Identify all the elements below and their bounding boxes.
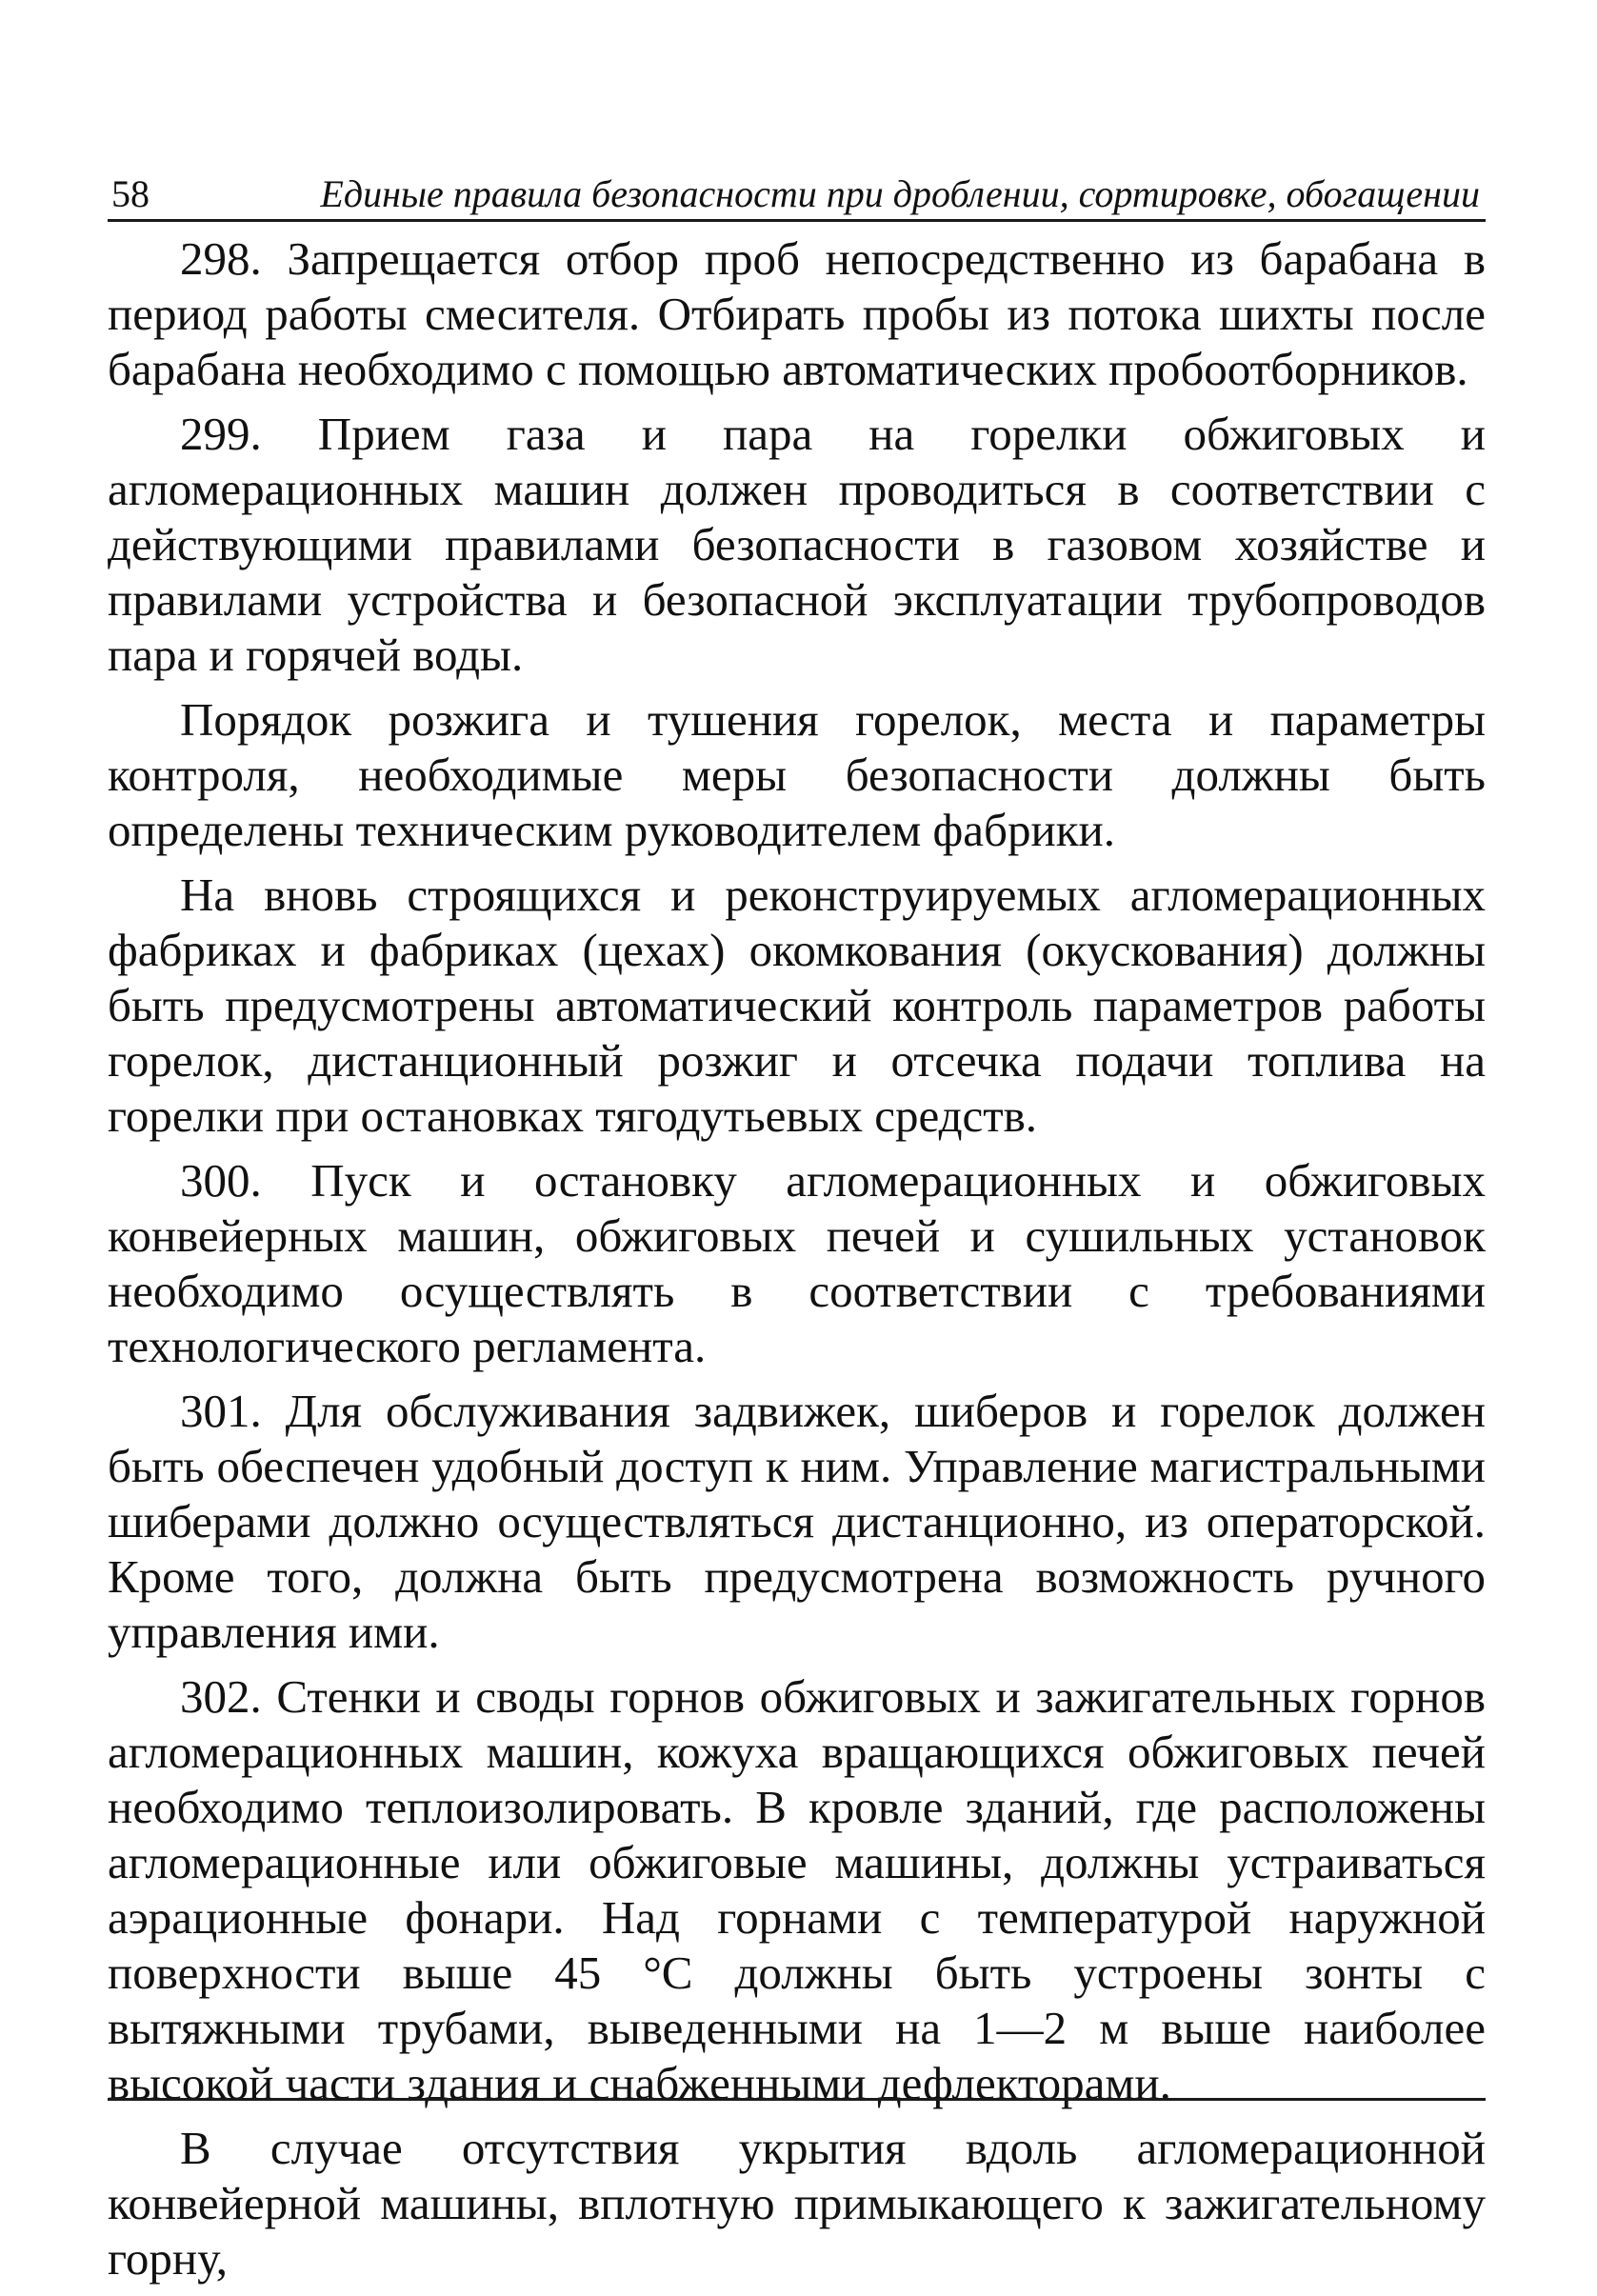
paragraph-no-cover: В случае отсутствия укрытия вдоль агломерационной конвейерной машины, вплотную примыкающего к зажигательному горну,: [108, 2122, 1486, 2285]
paragraph-299: 299. Прием газа и пара на горелки обжиговых и агломерационных машин должен проводиться в соответствии с действующими правилами безопасности в газовом хозяйстве и правилами устройства и безопасной эксплуатации трубопроводов пара и горячей воды.: [108, 408, 1486, 681]
paragraph-298: 298. Запрещается отбор проб непосредственно из барабана в период работы смесителя. Отбирать пробы из потока шихты после барабана необходимо с помощью автоматических пробоотборников.: [108, 232, 1486, 395]
book-page: [108, 170, 1486, 2296]
running-title: Единые правила безопасности при дроблении, сортировке, обогащении: [320, 172, 1480, 215]
page-number: 58: [111, 172, 150, 215]
paragraph-ignition-order: Порядок розжига и тушения горелок, места и параметры контроля, необходимые меры безопасности должны быть определены техническим руководителем фабрики.: [108, 693, 1486, 856]
paragraph-300: 300. Пуск и остановку агломерационных и обжиговых конвейерных машин, обжиговых печей и сушильных установок необходимо осуществлять в соответствии с требованиями технологического регламента.: [108, 1154, 1486, 1372]
footer-rule: [108, 2098, 1486, 2101]
body-text: [108, 231, 1486, 2286]
paragraph-301: 301. Для обслуживания задвижек, шиберов и горелок должен быть обеспечен удобный доступ к ним. Управление магистральными шиберами должно осуществляться дистанционно, из операторской. Кроме того, должна быть предусмотрена возможность ручного управления ими.: [108, 1385, 1486, 1658]
paragraph-new-plants: На вновь строящихся и реконструируемых агломерационных фабриках и фабриках (цехах) окомкования (окускования) должны быть предусмотрены автоматический контроль параметров работы горелок, дистанционный розжиг и отсечка подачи топлива на горелки при остановках тягодутьевых средств.: [108, 868, 1486, 1142]
running-header: [108, 170, 1486, 222]
paragraph-302: 302. Стенки и своды горнов обжиговых и зажигательных горнов агломерационных машин, кожуха вращающихся обжиговых печей необходимо теплоизолировать. В кровле зданий, где расположены агломерационные или обжиговые машины, должны устраиваться аэрационные фонари. Над горнами с температурой наружной поверхности выше 45 °С должны быть устроены зонты с вытяжными трубами, выведенными на 1—2 м выше наиболее высокой части здания и снабженными дефлекторами.: [108, 1670, 1486, 2109]
